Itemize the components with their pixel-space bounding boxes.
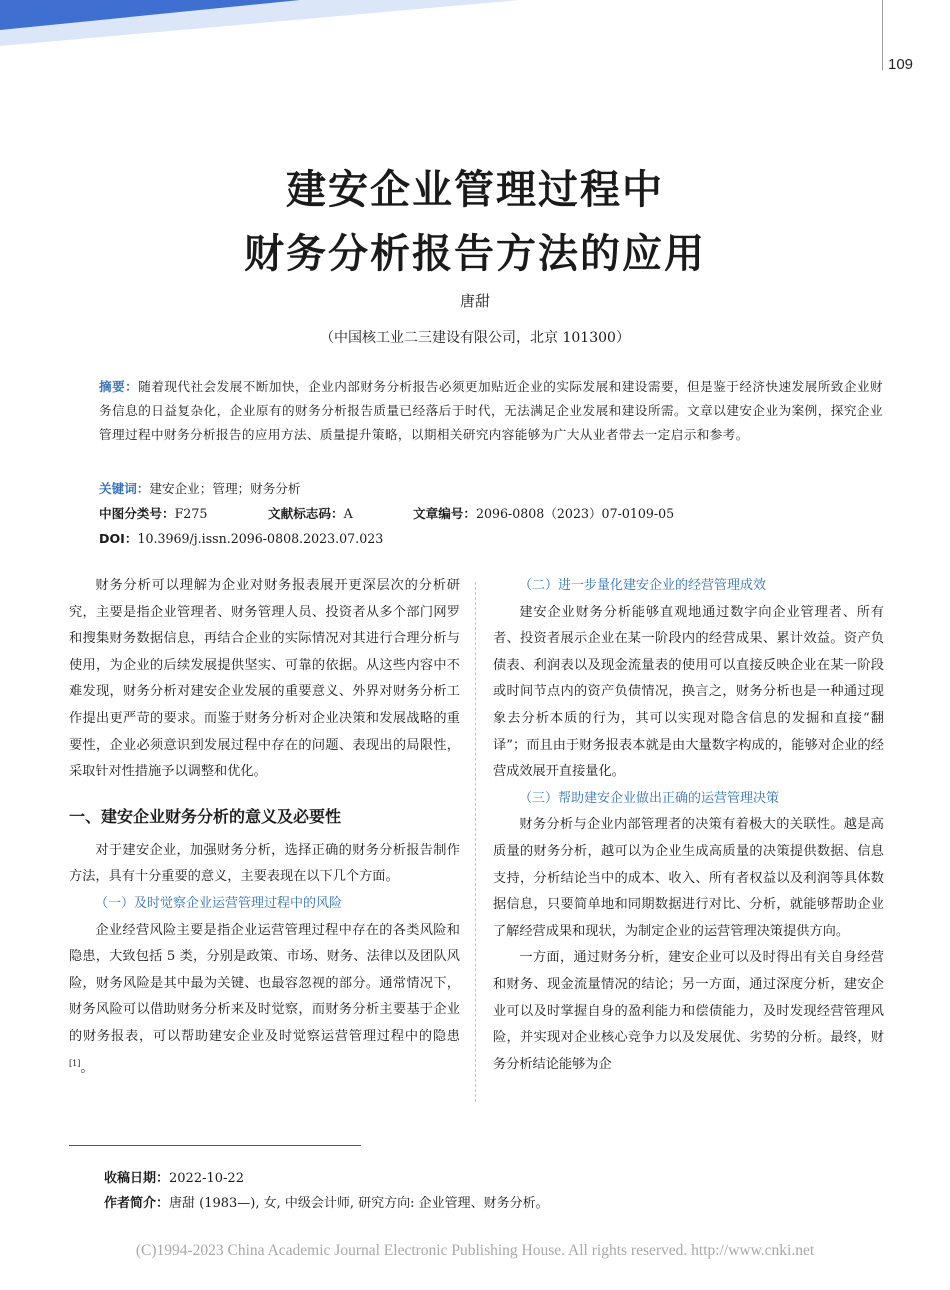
affiliation: （中国核工业二三建设有限公司，北京 101300） (320, 330, 630, 346)
paragraph-risk-text: 企业经营风险主要是指企业运营管理过程中存在的各类风险和隐患，大致包括 5 类，分别是政策、市场、财务、法律以及团队风险，财务风险是其中最为关键、也最容忽视的部分。通常情况下，财务风险可以借助财务分析来及时觉察，而财务分析主要基于企业的财务报表，可以帮助建安企业及时觉察运营管理过程中的隐患 (69, 922, 460, 1044)
title-line-1: 建安企业管理过程中 (286, 167, 664, 213)
footnote-author-bio (104, 1192, 549, 1211)
paragraph-decision: 财务分析与企业内部管理者的决策有着极大的关联性。越是高质量的财务分析，越可以为企业生成高质量的决策提供数据、信息支持，分析结论当中的成本、收入、所有者权益以及利润等具体数据信息，只要简单地和同期数据进行对比、分析，就能够帮助企业了解经营成果和现状，为制定企业的运营管理决策提供方向。 (493, 817, 884, 939)
bio-value: 唐甜 (1983—), 女, 中级会计师, 研究方向: 企业管理、财务分析。 (169, 1196, 549, 1211)
bio-label: 作者简介： (104, 1196, 170, 1211)
document-code-value: A (343, 506, 353, 521)
page-number: 109 (888, 56, 914, 73)
author: 唐甜 (459, 292, 490, 310)
corner-decoration (0, 0, 520, 46)
footnote-received (104, 1167, 244, 1186)
article-number-value: 2096-0808（2023）07-0109-05 (475, 506, 675, 521)
classification-value: F275 (174, 506, 208, 521)
title-line-2: 财务分析报告方法的应用 (244, 231, 706, 277)
keywords-label: 关键词： (99, 481, 150, 496)
subheading-1: （一）及时觉察企业运营管理过程中的风险 (95, 895, 343, 911)
doi-label: DOI： (99, 531, 138, 546)
footnote-rule (69, 1145, 361, 1146)
doi-value: 10.3969/j.issn.2096-0808.2023.07.023 (137, 531, 384, 546)
abstract-label: 摘要： (99, 379, 139, 394)
received-value: 2022-10-22 (169, 1171, 244, 1186)
paragraph-quantify: 建安企业财务分析能够直观地通过数字向企业管理者、所有者、投资者展示企业在某一阶段内的经营成果、累计效益。资产负债表、利润表以及现金流量表的使用可以直接反映企业在某一阶段或时间节点内的资产负债情况，换言之，财务分析也是一种通过现象去分析本质的行为，其可以实现对隐含信息的发掘和直接“翻译”；而且由于财务报表本就是由大量数字构成的，能够对企业的经营成效展开直接量化。 (493, 604, 884, 780)
doi (99, 528, 383, 547)
paragraph-section1-intro: 对于建安企业，加强财务分析，选择正确的财务分析报告制作方法，具有十分重要的意义，主要表现在以下几个方面。 (69, 842, 460, 885)
paragraph-analysis: 一方面，通过财务分析，建安企业可以及时得出有关自身经营和财务、现金流量情况的结论；另一方面，通过深度分析，建安企业可以及时掌握自身的盈利能力和偿债能力，及时发现经营管理风险，并实现对企业核心竞争力以及发展优、劣势的分析。最终，财务分析结论能够为企 (493, 950, 884, 1072)
document-code (268, 503, 353, 522)
keywords (99, 478, 301, 497)
paragraph-intro: 财务分析可以理解为企业对财务报表展开更深层次的分析研究，主要是指企业管理者、财务管理人员、投资者从多个部门网罗和搜集财务数据信息，再结合企业的实际情况对其进行合理分析与使用，为企业的后续发展提供坚实、可靠的依据。从这些内容中不难发现，财务分析对建安企业发展的重要意义、外界对财务分析工作提出更严苛的要求。而鉴于财务分析对企业决策和发展战略的重要性，企业必须意识到发展过程中存在的问题、表现出的局限性，采取针对性措施予以调整和优化。 (69, 578, 460, 780)
subheading-2: （二）进一步量化建安企业的经营管理成效 (519, 578, 767, 593)
abstract (99, 375, 883, 447)
abstract-text: 随着现代社会发展不断加快，企业内部财务分析报告必须更加贴近企业的实际发展和建设需要，但是鉴于经济快速发展所致企业财务信息的日益复杂化，企业原有的财务分析报告质量已经落后于时代，无法满足企业发展和建设所需。文章以建安企业为案例，探究企业管理过程中财务分析报告的应用方法、质量提升策略，以期相关研究内容能够为广大从业者带去一定启示和参考。 (99, 379, 883, 442)
right-column (493, 573, 884, 1078)
subheading-3: （三）帮助建安企业做出正确的运营管理决策 (519, 790, 780, 806)
article-number-label: 文章编号： (413, 506, 476, 521)
keywords-text: 建安企业；管理；财务分析 (149, 481, 301, 496)
document-code-label: 文献标志码： (268, 506, 344, 521)
section-heading-1: 一、建安企业财务分析的意义及必要性 (69, 806, 342, 826)
citation-1: [1] (69, 1058, 81, 1068)
column-divider (475, 582, 477, 1102)
copyright-watermark: (C)1994-2023 China Academic Journal Electronic Publishing House. All rights reserved. http://www.cnki.net (135, 1242, 815, 1259)
classification (99, 503, 207, 522)
header-rule (882, 0, 883, 70)
classification-label: 中图分类号： (99, 506, 175, 521)
received-label: 收稿日期： (104, 1171, 170, 1186)
article-number (413, 503, 674, 522)
paragraph-risk (69, 918, 460, 1082)
paragraph-risk-end: 。 (80, 1059, 94, 1075)
left-column (69, 573, 460, 1081)
